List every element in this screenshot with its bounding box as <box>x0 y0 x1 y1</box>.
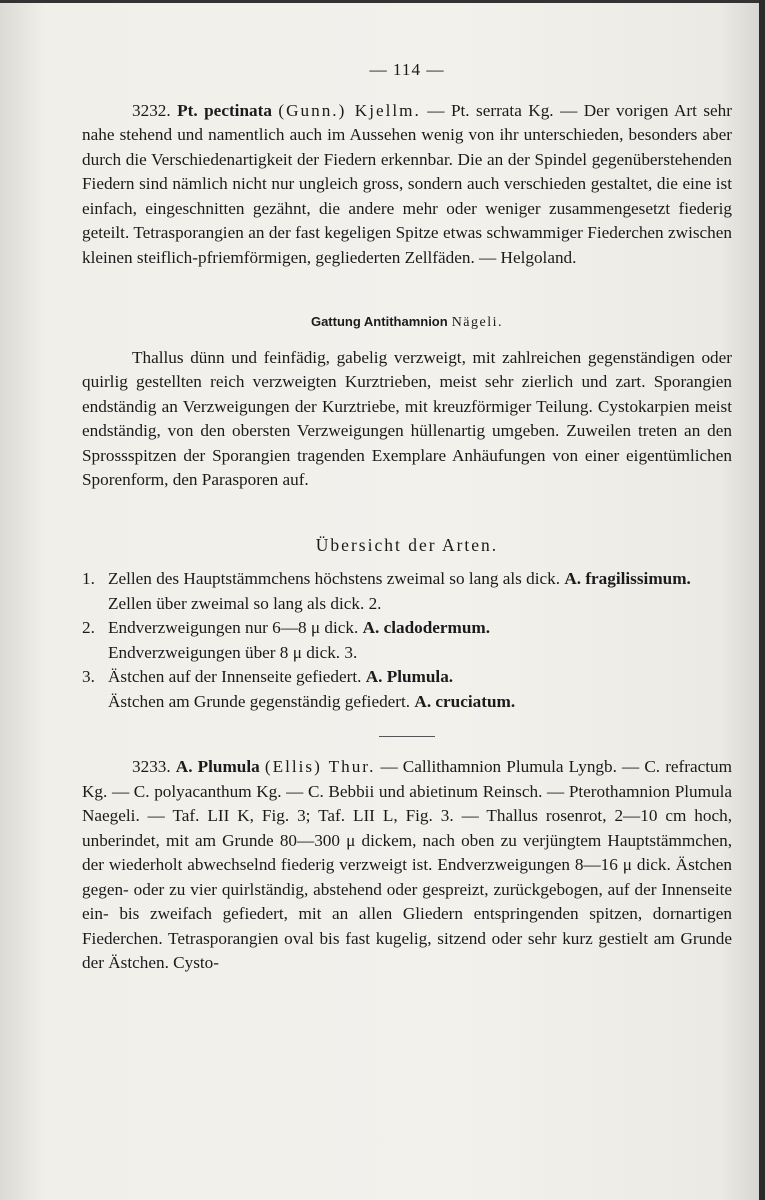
entry-3232-number: 3232. <box>132 100 171 120</box>
key-item <box>82 567 732 592</box>
key-species: A. Plumula. <box>365 667 454 686</box>
genus-heading <box>82 310 732 336</box>
key-species: A. fragilissimum. <box>564 569 691 588</box>
key-alternative-text: Ästchen am Grunde gegenständig gefiedert. <box>108 691 415 711</box>
key-text: Ästchen auf der Innenseite gefiedert. <box>108 667 366 686</box>
species-key <box>82 567 732 714</box>
entry-3232 <box>82 99 732 271</box>
section-divider <box>379 736 435 737</box>
entry-3233-number: 3233. <box>132 757 171 776</box>
entry-3233-text: — Callithamnion Plumula Lyngb. — C. refractum Kg. — C. polyacanthum Kg. — C. Bebbii und abietinum Reinsch. — Pterothamnion Plumula Naegeli. — Taf. LII K, Fig. 3; Taf. LII L, Fig. 3. — Thallus rosenrot, 2—10 cm hoch, unberindet, mit am Grunde 80—300 μ dickem, nach oben zu verjüngtem Hauptstämmchen, der wiederholt abwechselnd fiederig verzweigt ist. Endverzweigungen 8—16 μ dick. Ästchen gegen- oder zu vier quirlständig, abstehend oder gespreizt, zurückgebogen, auf der Innenseite ein- bis zweifach gefiedert, mit an allen Gliedern entspringenden spitzen, dornartigen Fiederchen. Tetrasporangien oval bis fast kugelig, sitzend oder sehr kurz gestielt am Grunde der Ästchen. Cysto- <box>82 757 732 972</box>
scan-right-edge <box>759 0 765 1200</box>
entry-3233-name: A. Plumula <box>175 757 260 776</box>
key-species: A. cruciatum. <box>414 691 516 711</box>
scan-top-edge <box>0 0 765 3</box>
entry-3233 <box>82 755 732 976</box>
key-text: Zellen des Hauptstämmchens höchstens zweimal so lang als dick. <box>108 569 565 588</box>
key-alternative: Zellen über zweimal so lang als dick. 2. <box>108 593 382 613</box>
key-number: 2. <box>82 618 95 637</box>
key-item <box>82 665 732 690</box>
page-content <box>82 58 732 976</box>
key-species: A. cladodermum. <box>362 618 491 637</box>
genus-description: Thallus dünn und feinfädig, gabelig verzweigt, mit zahlreichen gegenständigen oder quirlig gestellten reich verzweigten Kurztrieben, meist sehr zierlich und zart. Sporangien endständig an Verzweigungen der Kurztriebe, mit kreuzförmiger Teilung. Cystokarpien meist endständig, von den obersten Verzweigungen hüllenartig umgeben. Zuweilen treten an den Sprossspitzen der Sporangien tragenden Exemplare Anhäufungen von einer eigentümlichen Sporenform, den Parasporen auf. <box>82 347 732 489</box>
key-item <box>82 616 732 641</box>
page-number: — 114 — <box>369 60 445 79</box>
key-number: 1. <box>82 569 95 588</box>
key-text: Endverzweigungen nur 6—8 μ dick. <box>108 618 363 637</box>
genus-author: Nägeli. <box>451 315 504 330</box>
entry-3233-author: (Ellis) Thur. <box>264 757 376 776</box>
genus-label: Gattung Antithamnion <box>310 314 448 329</box>
entry-3232-text: — Pt. serrata Kg. — Der vorigen Art sehr nahe stehend und namentlich auch im Aussehen wenig von ihr unterschieden, besonders aber durch die Verschiedenartigkeit der Fiedern erkennbar. Die an der Spindel gegenüberstehenden Fiedern sind nämlich nicht nur ungleich gross, sondern auch verschieden gestaltet, die eine ist einfach, eingeschnitten gezähnt, die andere mehr oder weniger zusammengesetzt fiederig geteilt. Tetrasporangien an der fast kegeligen Spitze etwas schwammiger Fiederchen zwischen kleinen steiflich-pfriemförmigen, gegliederten Zellfäden. — Helgoland. <box>82 100 732 267</box>
key-alternative <box>82 690 732 715</box>
key-number: 3. <box>82 667 95 686</box>
overview-title: Übersicht der Arten. <box>315 534 499 555</box>
entry-3232-name: Pt. pectinata <box>177 100 272 120</box>
entry-3232-author: (Gunn.) Kjellm. <box>278 100 421 120</box>
key-alternative: Endverzweigungen über 8 μ dick. 3. <box>108 642 358 662</box>
